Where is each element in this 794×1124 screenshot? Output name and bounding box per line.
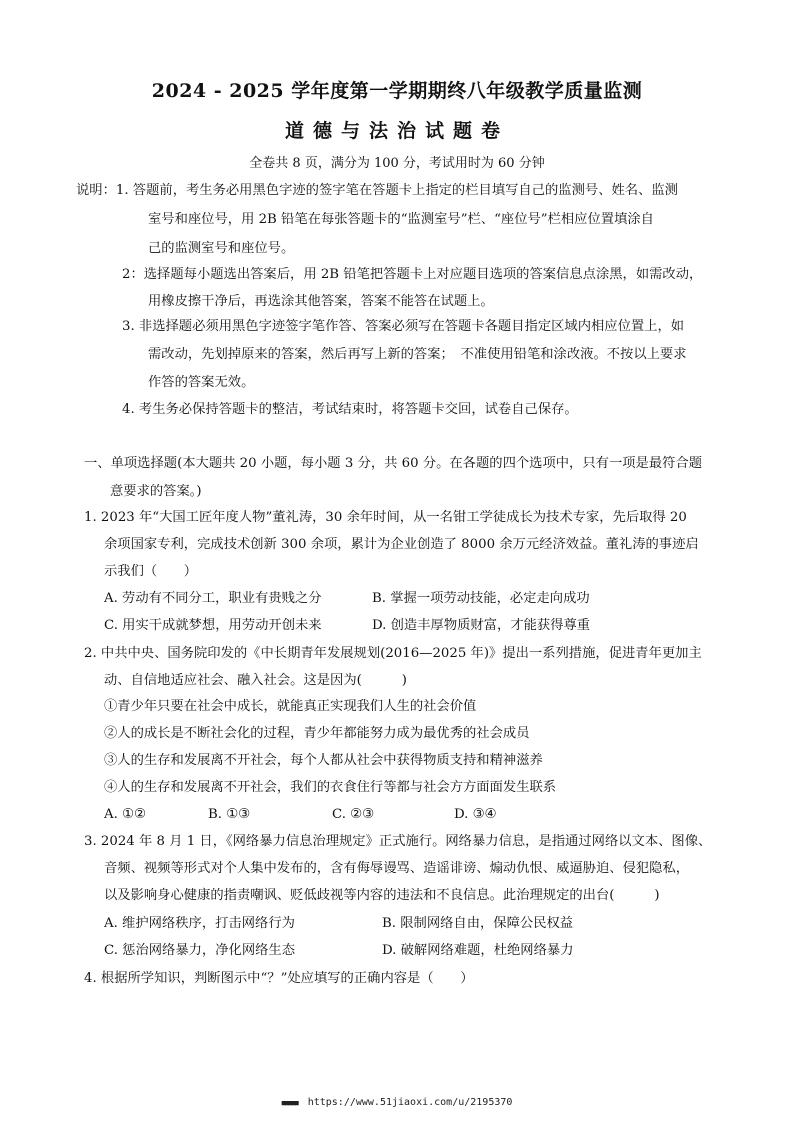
subject-title: 道德与法治试题卷 (284, 120, 509, 142)
question-2-option-c: C. ②③ (332, 807, 374, 822)
question-3-option-a: A. 维护网络秩序，打击网络行为 (104, 916, 295, 931)
question-1-option-b: B. 掌握一项劳动技能，必定走向成功 (372, 591, 590, 606)
exam-meta: 全卷共 8 页，满分为 100 分，考试用时为 60 分钟 (249, 156, 545, 171)
footer-mark: ■■■■■ (281, 1099, 298, 1107)
instruction-line: 需改动，先划掉原来的答案，然后再写上新的答案； 不准使用铅笔和涂改液。不按以上要求 (148, 347, 687, 362)
exam-title: 2024 - 2025 学年度第一学期期终八年级教学质量监测 (151, 80, 643, 102)
question-2-stem: 2. 中共中央、国务院印发的《中长期青年发展规划(2016—2025 年)》提出一系列措施，促进青年更加主 (84, 646, 702, 661)
instruction-line: 3. 非选择题必须用黑色字迹签字笔作答、答案必须写在答题卡各题目指定区域内相应位置上，如 (122, 319, 685, 334)
question-1-option-c: C. 用实干成就梦想，用劳动开创未来 (104, 618, 322, 633)
question-2-item: ④人的生存和发展离不开社会，我们的衣食住行等都与社会方方面面发生联系 (104, 780, 557, 795)
question-3-option-c: C. 惩治网络暴力，净化网络生态 (104, 943, 296, 958)
instruction-line: 用橡皮擦干净后，再选涂其他答案，答案不能答在试题上。 (148, 294, 494, 309)
question-2-stem: 动、自信地适应社会、融入社会。这是因为( ) (104, 673, 407, 688)
question-2-item: ②人的成长是不断社会化的过程，青少年都能努力成为最优秀的社会成员 (104, 726, 530, 741)
instruction-line: 2：选择题每小题选出答案后，用 2B 铅笔把答题卡上对应题目选项的答案信息点涂黑，如需改动， (122, 267, 703, 282)
question-2-item: ①青少年只要在社会中成长，就能真正实现我们人生的社会价值 (104, 699, 477, 714)
question-1-stem: 余项国家专利，完成技术创新 300 余项，累计为企业创造了 8000 余万元经济效益。董礼涛的事迹启 (104, 537, 699, 552)
instruction-line: 4. 考生务必保持答题卡的整洁，考试结束时，将答题卡交回，试卷自己保存。 (122, 402, 578, 417)
question-4-stem: 4. 根据所学知识，判断图示中“？”处应填写的正确内容是（ ） (84, 971, 474, 986)
question-3-stem: 以及影响身心健康的指责嘲讽、贬低歧视等内容的违法和不良信息。此治理规定的出台( ) (104, 888, 660, 903)
question-1-option-a: A. 劳动有不同分工，职业有贵贱之分 (104, 591, 322, 606)
question-2-item: ③人的生存和发展离不开社会，每个人都从社会中获得物质支持和精神滋养 (104, 753, 543, 768)
question-2-option-b: B. ①③ (208, 807, 251, 822)
question-3-option-d: D. 破解网络难题，杜绝网络暴力 (382, 943, 574, 958)
footer-url[interactable]: https://www.51jiaoxi.com/u/2195370 (307, 1097, 513, 1108)
instruction-line: 作答的答案无效。 (148, 375, 255, 390)
instruction-line: 说明：1. 答题前，考生务必用黑色字迹的签字笔在答题卡上指定的栏目填写自己的监测号、姓名、监测 (76, 183, 678, 198)
instruction-line: 室号和座位号，用 2B 铅笔在每张答题卡的“监测室号”栏、“座位号”栏相应位置填涂自 (148, 212, 654, 227)
section-heading: 一、单项选择题(本大题共 20 小题，每小题 3 分，共 60 分。在各题的四个选项中，只有一项是最符合题 (84, 456, 703, 471)
instruction-line: 己的监测室号和座位号。 (148, 241, 295, 256)
question-3-stem: 音频、视频等形式对个人集中发布的，含有侮辱谩骂、造谣诽谤、煽动仇恨、威逼胁迫、侵犯隐私， (104, 861, 690, 876)
question-2-option-a: A. ①② (104, 807, 146, 822)
question-1-stem: 示我们（ ） (104, 564, 198, 579)
question-1-option-d: D. 创造丰厚物质财富，才能获得尊重 (372, 618, 591, 633)
footer-watermark (0, 1097, 794, 1108)
question-1-stem: 1. 2023 年“大国工匠年度人物”董礼涛，30 余年时间，从一名钳工学徒成长为技术专家，先后取得 20 (84, 510, 687, 525)
question-3-option-b: B. 限制网络自由，保障公民权益 (382, 916, 574, 931)
question-2-option-d: D. ③④ (454, 807, 497, 822)
section-heading: 意要求的答案。) (110, 484, 202, 499)
question-3-stem: 3. 2024 年 8 月 1 日，《网络暴力信息治理规定》正式施行。网络暴力信息，是指通过网络以文本、图像、 (84, 834, 712, 849)
